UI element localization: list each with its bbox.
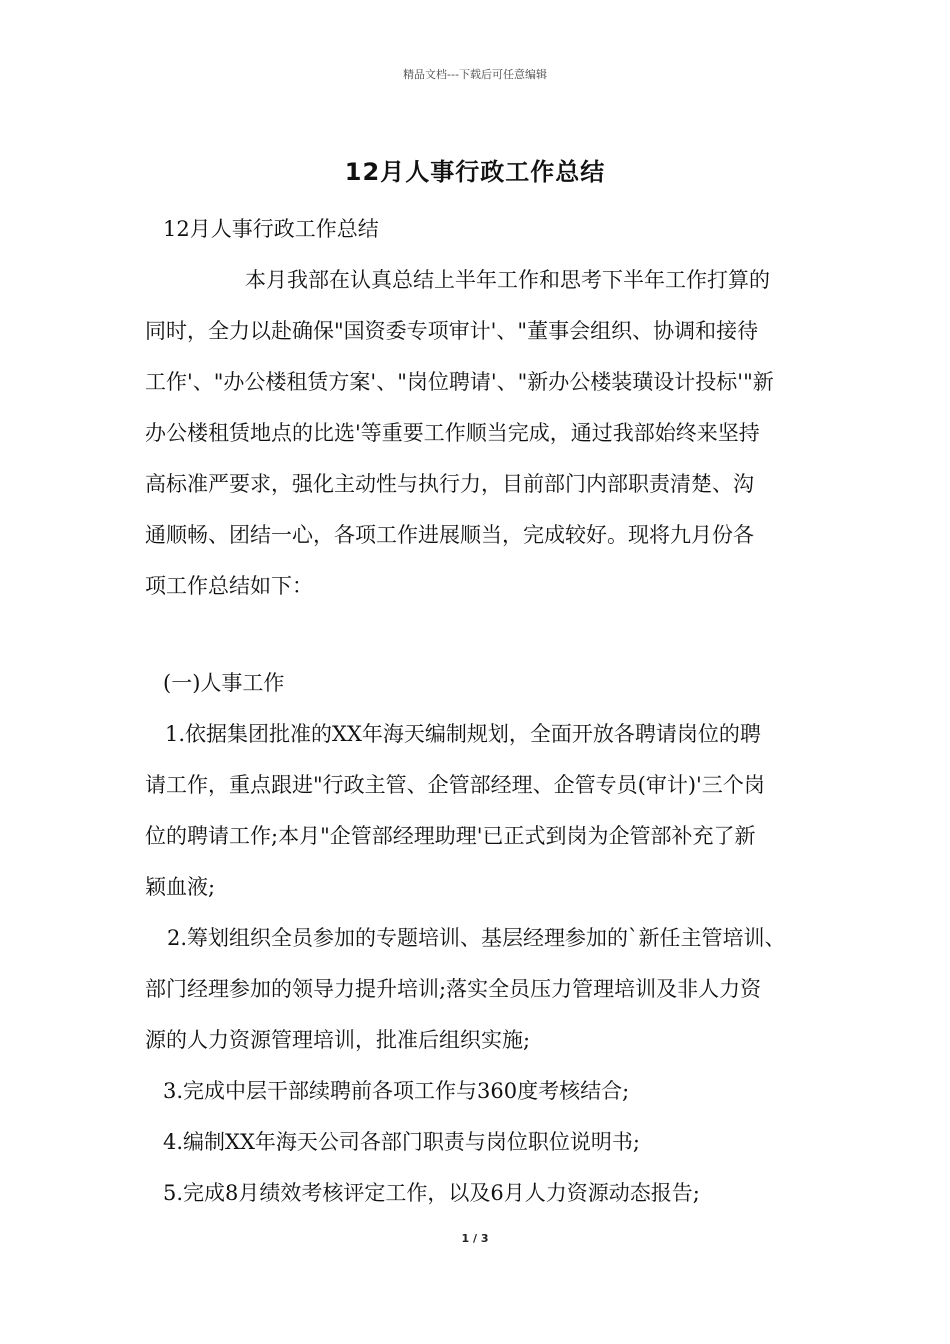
paragraph-line: 位的聘请工作;本月"企管部经理助理'已正式到岗为企管部补充了新 [145,824,756,848]
paragraph-line: 1.依据集团批准的XX年海天编制规划，全面开放各聘请岗位的聘 [165,722,761,746]
paragraph-line: 本月我部在认真总结上半年工作和思考下半年工作打算的 [245,268,770,292]
paragraph-line: 2.筹划组织全员参加的专题培训、基层经理参加的`新任主管培训、 [167,926,786,950]
document-title: 12月人事行政工作总结 [344,158,606,186]
document-body [145,204,810,1219]
paragraph-line: 通顺畅、团结一心，各项工作进展顺当，完成较好。现将九月份各 [145,523,754,547]
paragraph-line: 颖血液; [145,875,216,899]
paragraph-line: 请工作，重点跟进"行政主管、企管部经理、企管专员(审计)'三个岗 [145,773,765,797]
paragraph-gap [145,612,810,658]
section-heading: (一)人事工作 [163,671,285,695]
document-subtitle: 12月人事行政工作总结 [163,217,379,241]
paragraph-line: 项工作总结如下： [145,574,313,598]
paragraph-line: 部门经理参加的领导力提升培训;落实全员压力管理培训及非人力资 [145,977,762,1001]
page-number: 1 / 3 [461,1232,489,1245]
paragraph-line: 高标准严要求，强化主动性与执行力，目前部门内部职责清楚、沟 [145,472,754,496]
page-header: 精品文档---下载后可任意编辑 [403,68,547,81]
list-item [145,709,810,913]
list-item: 4.编制XX年海天公司各部门职责与岗位职位说明书; [163,1130,641,1154]
paragraph-line: 工作'、"办公楼租赁方案'、"岗位聘请'、"新办公楼装璜设计投标'"新 [145,370,774,394]
paragraph-line: 办公楼租赁地点的比选'等重要工作顺当完成，通过我部始终来坚持 [145,421,760,445]
list-item: 3.完成中层干部续聘前各项工作与360度考核结合; [163,1079,630,1103]
intro-paragraph [145,255,810,612]
paragraph-line: 同时，全力以赴确保"国资委专项审计'、"董事会组织、协调和接待 [145,319,759,343]
list-item [145,913,810,1066]
paragraph-line: 源的人力资源管理培训，批准后组织实施; [145,1028,531,1052]
list-item: 5.完成8月绩效考核评定工作，以及6月人力资源动态报告; [163,1181,700,1205]
